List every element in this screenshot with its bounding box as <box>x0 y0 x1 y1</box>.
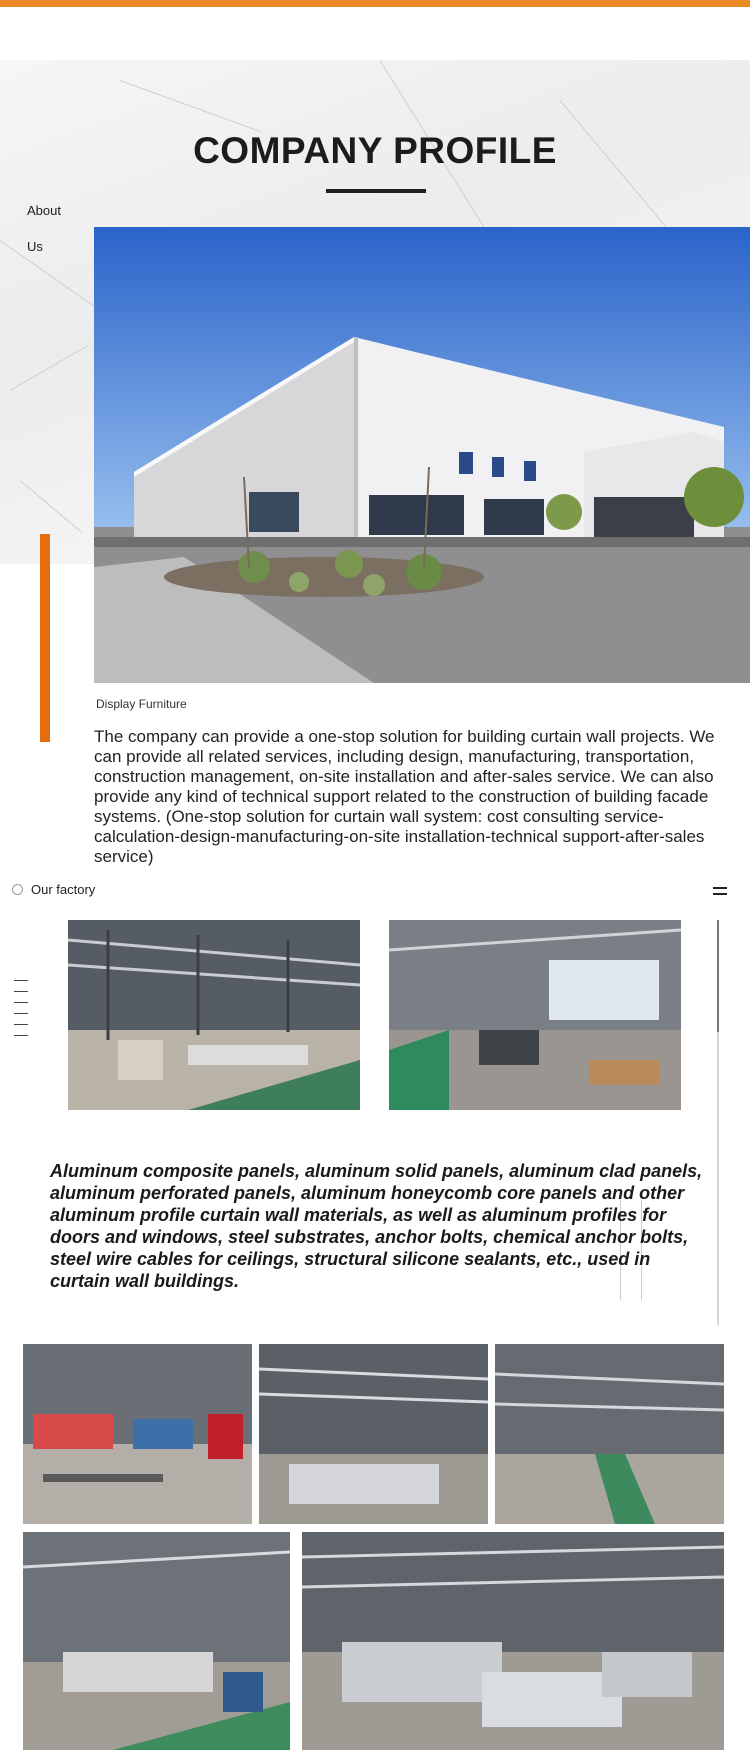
company-description: The company can provide a one-stop solution for building curtain wall projects. We can provide all related services, including design, manufacturing, transportation, construction management, on-site installation and after-sales service. We can also provide any kind of technical support related to the construction of building facade systems. (One-stop solution for curtain wall system: cost consulting service-calculation-design-manufacturing-on-site installation-technical support-after-sales service) <box>94 727 715 866</box>
factory-tab[interactable] <box>12 880 95 898</box>
factory-image-2 <box>389 920 681 1110</box>
image-caption: Display Furniture <box>96 697 187 711</box>
title-underline <box>326 189 426 193</box>
gallery-image-5 <box>302 1532 724 1750</box>
factory-label: Our factory <box>31 881 96 897</box>
gallery-image-3 <box>495 1344 724 1524</box>
scrollbar-thumb[interactable] <box>717 920 719 1032</box>
factory-image-1 <box>68 920 360 1110</box>
gallery-image-1 <box>23 1344 252 1524</box>
gallery-image-2 <box>259 1344 488 1524</box>
page-title: COMPANY PROFILE <box>193 130 557 171</box>
slide-indicator <box>14 980 28 1046</box>
menu-icon[interactable] <box>713 887 727 895</box>
materials-text: Aluminum composite panels, aluminum solid panels, aluminum clad panels, aluminum perforated panels, aluminum honeycomb core panels and other aluminum profile curtain wall materials, as well as aluminum profiles for doors and windows, steel substrates, anchor bolts, chemical anchor bolts, steel wire cables for ceilings, structural silicone sealants, etc., used in curtain wall buildings. <box>50 1161 703 1291</box>
gallery-image-4 <box>23 1532 290 1750</box>
accent-bar <box>40 534 50 742</box>
company-building-image <box>94 227 750 683</box>
top-accent-bar <box>0 0 750 7</box>
radio-icon[interactable] <box>12 884 23 895</box>
about-label: About <box>27 203 61 218</box>
us-label: Us <box>27 239 43 254</box>
